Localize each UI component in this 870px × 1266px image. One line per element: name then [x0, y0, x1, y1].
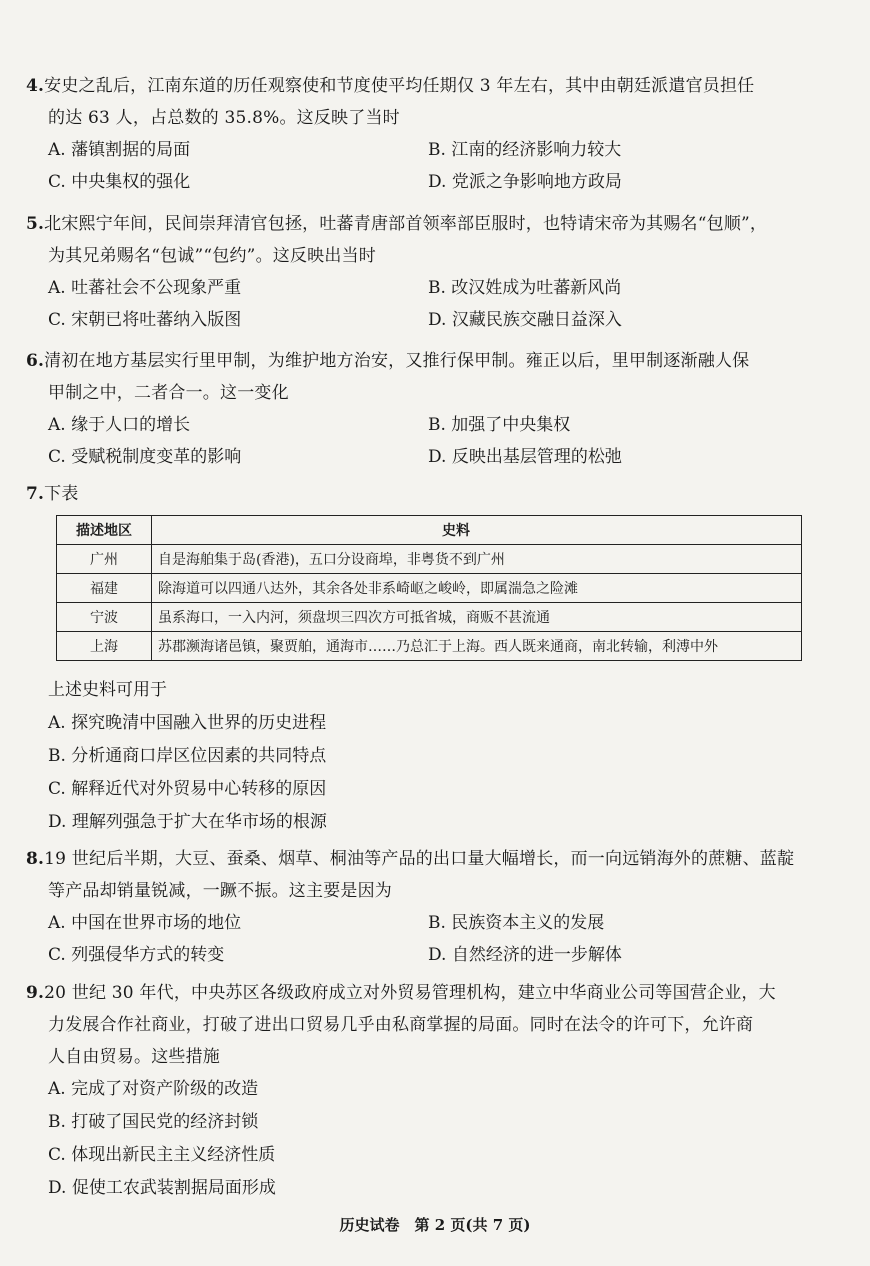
question-stem — [26, 977, 840, 1073]
stem-line-3: 人自由贸易。这些措施 — [48, 1047, 220, 1067]
table-row — [57, 632, 802, 661]
cell-region: 上海 — [57, 632, 152, 661]
cell-region: 福建 — [57, 574, 152, 603]
option-a[interactable]: A. 缘于人口的增长 — [48, 415, 191, 435]
page-footer: 历史试卷 第 2 页(共 7 页) — [339, 1216, 531, 1234]
option-d[interactable]: D. 汉藏民族交融日益深入 — [428, 310, 622, 330]
option-d[interactable]: D. 理解列强急于扩大在华市场的根源 — [48, 812, 327, 832]
question-number: 7. — [26, 484, 45, 504]
stem-line-1: 清初在地方基层实行里甲制，为维护地方治安，又推行保甲制。雍正以后，里甲制逐渐融人保 — [44, 351, 750, 371]
options-row — [48, 134, 870, 166]
table-header-row — [57, 516, 802, 545]
options-row — [48, 907, 870, 939]
question-number: 5. — [26, 214, 45, 234]
option-d[interactable]: D. 自然经济的进一步解体 — [428, 945, 622, 965]
option-c[interactable]: C. 列强侵华方式的转变 — [48, 945, 225, 965]
options-row — [48, 409, 870, 441]
option-b[interactable]: B. 江南的经济影响力较大 — [428, 140, 622, 160]
option-b[interactable]: B. 分析通商口岸区位因素的共同特点 — [48, 746, 327, 766]
question-7 — [0, 478, 870, 510]
stem-line-2: 为其兄弟赐名“包诚”“包约”。这反映出当时 — [48, 246, 376, 266]
option-a[interactable]: A. 吐蕃社会不公现象严重 — [48, 278, 242, 298]
option-a[interactable]: A. 藩镇割据的局面 — [48, 140, 191, 160]
option-b[interactable]: B. 打破了国民党的经济封锁 — [48, 1112, 259, 1132]
option-d[interactable]: D. 促使工农武装割据局面形成 — [48, 1178, 276, 1198]
question-7-options — [48, 707, 327, 839]
option-c[interactable]: C. 宋朝已将吐蕃纳入版图 — [48, 310, 242, 330]
question-stem — [26, 843, 840, 907]
stem-line-2: 力发展合作社商业，打破了进出口贸易几乎由私商掌握的局面。同时在法令的许可下，允许商 — [48, 1015, 754, 1035]
table-row — [57, 603, 802, 632]
table-row — [57, 545, 802, 574]
option-a[interactable]: A. 完成了对资产阶级的改造 — [48, 1079, 259, 1099]
options-row — [48, 304, 870, 336]
question-number: 6. — [26, 351, 45, 371]
question-number: 8. — [26, 849, 45, 869]
option-c[interactable]: C. 受赋税制度变革的影响 — [48, 447, 242, 467]
stem-line-1: 北宋熙宁年间，民间崇拜清官包拯，吐蕃青唐部首领率部臣服时，也特请宋帝为其赐名“包顺”， — [44, 214, 768, 234]
option-c[interactable]: C. 解释近代对外贸易中心转移的原因 — [48, 779, 327, 799]
stem-line-1: 安史之乱后，江南东道的历任观察使和节度使平均任期仅 3 年左右，其中由朝廷派遣官员担任 — [44, 76, 755, 96]
question-9-options — [48, 1073, 870, 1205]
option-a[interactable]: A. 探究晚清中国融入世界的历史进程 — [48, 713, 327, 733]
question-number: 9. — [26, 983, 45, 1003]
stem-line-2: 等产品却销量锐减，一蹶不振。这主要是因为 — [48, 881, 392, 901]
question-stem — [26, 478, 840, 510]
question-stem — [26, 208, 840, 272]
stem-line-1: 20 世纪 30 年代，中央苏区各级政府成立对外贸易管理机构，建立中华商业公司等国营企业，大 — [44, 983, 776, 1003]
options-row — [48, 939, 870, 971]
question-stem — [26, 345, 840, 409]
source-table — [56, 515, 802, 661]
cell-region: 宁波 — [57, 603, 152, 632]
option-c[interactable]: C. 体现出新民主主义经济性质 — [48, 1145, 276, 1165]
stem-line-1: 19 世纪后半期，大豆、蚕桑、烟草、桐油等产品的出口量大幅增长，而一向远销海外的蔗糖、蓝靛 — [44, 849, 795, 869]
cell-source: 除海道可以四通八达外，其余各处非系崎岖之峻岭，即属湍急之险滩 — [152, 574, 802, 603]
cell-source: 虽系海口，一入内河，须盘坝三四次方可抵省城，商贩不甚流通 — [152, 603, 802, 632]
question-stem — [26, 70, 840, 134]
question-8 — [0, 843, 870, 971]
question-7-prompt: 上述史料可用于 — [48, 680, 167, 700]
option-b[interactable]: B. 加强了中央集权 — [428, 415, 571, 435]
cell-region: 广州 — [57, 545, 152, 574]
options-row — [48, 441, 870, 473]
question-4 — [0, 70, 870, 198]
options-row — [48, 166, 870, 198]
options-row — [48, 272, 870, 304]
question-5 — [0, 208, 870, 336]
option-b[interactable]: B. 民族资本主义的发展 — [428, 913, 605, 933]
table-row — [57, 574, 802, 603]
question-number: 4. — [26, 76, 45, 96]
stem-line-1: 下表 — [44, 484, 79, 504]
cell-source: 自是海舶集于岛(香港)，五口分设商埠，非粤货不到广州 — [152, 545, 802, 574]
header-region: 描述地区 — [57, 516, 152, 545]
option-d[interactable]: D. 反映出基层管理的松弛 — [428, 447, 622, 467]
option-a[interactable]: A. 中国在世界市场的地位 — [48, 913, 242, 933]
header-source: 史料 — [152, 516, 802, 545]
option-b[interactable]: B. 改汉姓成为吐蕃新风尚 — [428, 278, 622, 298]
question-9 — [0, 977, 870, 1205]
question-6 — [0, 345, 870, 473]
stem-line-2: 甲制之中，二者合一。这一变化 — [48, 383, 289, 403]
cell-source: 苏郡濒海诸邑镇，聚贾舶，通海市……乃总汇于上海。西人既来通商，南北转输，利溥中外 — [152, 632, 802, 661]
option-c[interactable]: C. 中央集权的强化 — [48, 172, 191, 192]
option-d[interactable]: D. 党派之争影响地方政局 — [428, 172, 622, 192]
stem-line-2: 的达 63 人，占总数的 35.8%。这反映了当时 — [48, 108, 400, 128]
